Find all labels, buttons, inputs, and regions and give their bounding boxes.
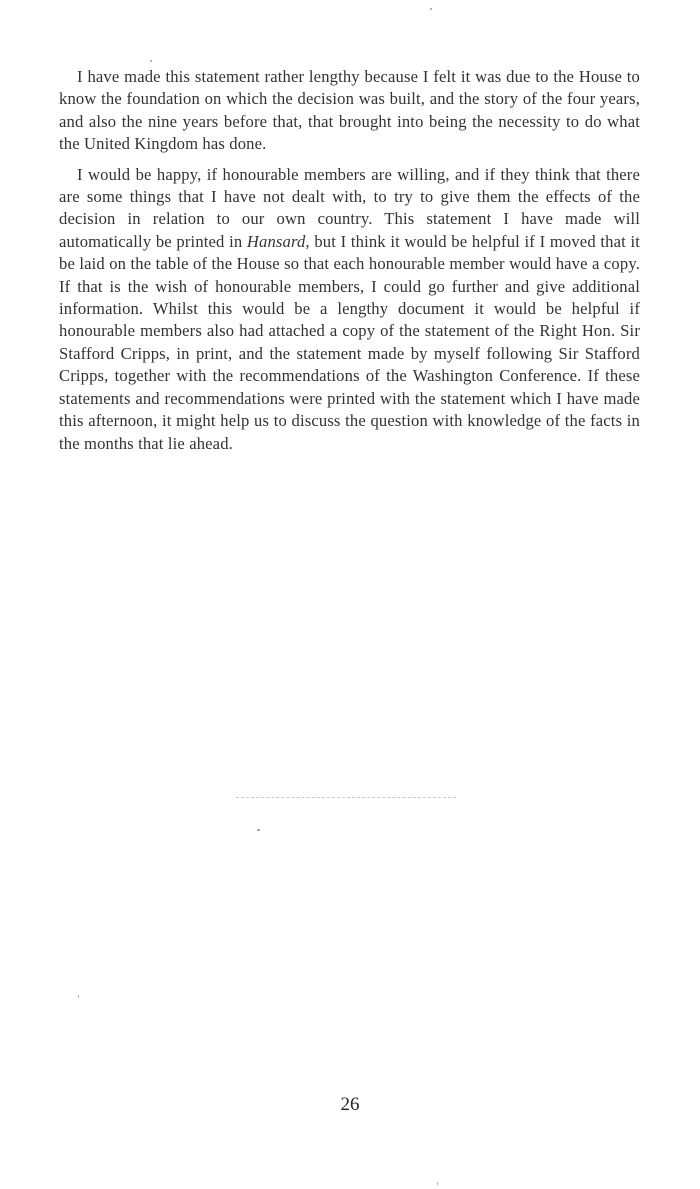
faint-divider-rule bbox=[236, 797, 456, 798]
paragraph-2-part-2: but I think it would be helpful if I moved that it be laid on the table of the House so that each honourable member would have a copy. If that is the wish of honourable members, I could go further and give additional information. Whilst this would be a lengthy document it would be helpful if honourable members also had attached a copy of the statement of the Right Hon. Sir Stafford Cripps, in print, and the statement made by myself following Sir Stafford Cripps, together with the recommendations of the Washington Conference. If these statements and recommendations were printed with the statement which I have made this afternoon, it might help us to discuss the question with knowledge of the facts in the months that lie ahead. bbox=[59, 231, 640, 453]
scan-speck bbox=[150, 60, 152, 62]
hansard-italic: Hansard, bbox=[246, 231, 310, 251]
scan-speck bbox=[257, 829, 260, 831]
body-text bbox=[59, 66, 640, 463]
paragraph-1: I have made this statement rather lengthy because I felt it was due to the House to know the foundation on which the decision was built, and the story of the four years, and also the nine years before that, that brought into being the necessity to do what the United Kingdom has done. bbox=[59, 67, 640, 154]
paragraph-2-part-1: I would be happy, if honourable members are willing, and if they think that there are some things that I have not dealt with, to try to give them the effects of the decision in relation to our own country. This statement I have made will automatically be printed in bbox=[59, 164, 640, 251]
scan-speck bbox=[437, 1182, 438, 1185]
scan-speck bbox=[430, 8, 432, 10]
paragraph-2 bbox=[59, 164, 640, 455]
scan-speck bbox=[78, 995, 79, 998]
page-number: 26 bbox=[340, 1094, 360, 1115]
